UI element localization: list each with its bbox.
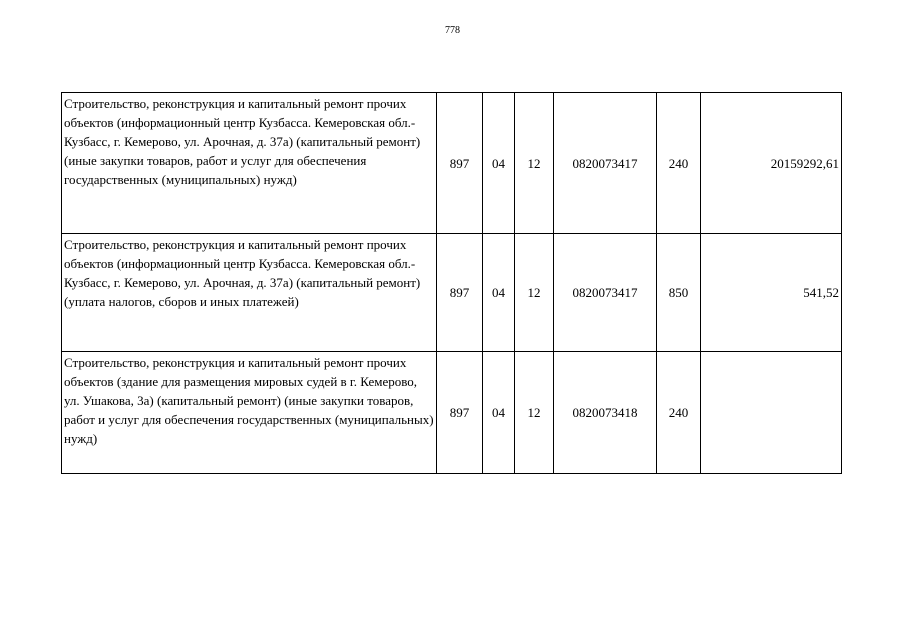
amount bbox=[701, 352, 842, 474]
ministry-code: 897 bbox=[437, 93, 483, 234]
page-number: 778 bbox=[445, 25, 460, 36]
expense-type-code: 240 bbox=[657, 93, 701, 234]
amount: 20159292,61 bbox=[701, 93, 842, 234]
table-row bbox=[62, 352, 842, 474]
budget-table bbox=[61, 92, 842, 474]
subsection-code: 12 bbox=[515, 234, 554, 352]
target-article-code: 0820073418 bbox=[554, 352, 657, 474]
amount: 541,52 bbox=[701, 234, 842, 352]
row-description: Строительство, реконструкция и капитальный ремонт прочих объектов (информационный центр Кузбасса. Кемеровская обл.-Кузбасс, г. Кемерово, ул. Арочная, д. 37а) (капитальный ремонт) (уплата налогов, сборов и иных платежей) bbox=[62, 234, 437, 352]
target-article-code: 0820073417 bbox=[554, 234, 657, 352]
section-code: 04 bbox=[483, 234, 515, 352]
row-description: Строительство, реконструкция и капитальный ремонт прочих объектов (здание для размещения мировых судей в г. Кемерово, ул. Ушакова, 3а) (капитальный ремонт) (иные закупки товаров, работ и услуг для обеспечения государственных (муниципальных) нужд) bbox=[62, 352, 437, 474]
subsection-code: 12 bbox=[515, 352, 554, 474]
section-code: 04 bbox=[483, 352, 515, 474]
ministry-code: 897 bbox=[437, 352, 483, 474]
expense-type-code: 240 bbox=[657, 352, 701, 474]
row-description: Строительство, реконструкция и капитальный ремонт прочих объектов (информационный центр Кузбасса. Кемеровская обл.-Кузбасс, г. Кемерово, ул. Арочная, д. 37а) (капитальный ремонт) (иные закупки товаров, работ и услуг для обеспечения государственных (муниципальных) нужд) bbox=[62, 93, 437, 234]
ministry-code: 897 bbox=[437, 234, 483, 352]
target-article-code: 0820073417 bbox=[554, 93, 657, 234]
section-code: 04 bbox=[483, 93, 515, 234]
subsection-code: 12 bbox=[515, 93, 554, 234]
table-row bbox=[62, 234, 842, 352]
table-row bbox=[62, 93, 842, 234]
expense-type-code: 850 bbox=[657, 234, 701, 352]
